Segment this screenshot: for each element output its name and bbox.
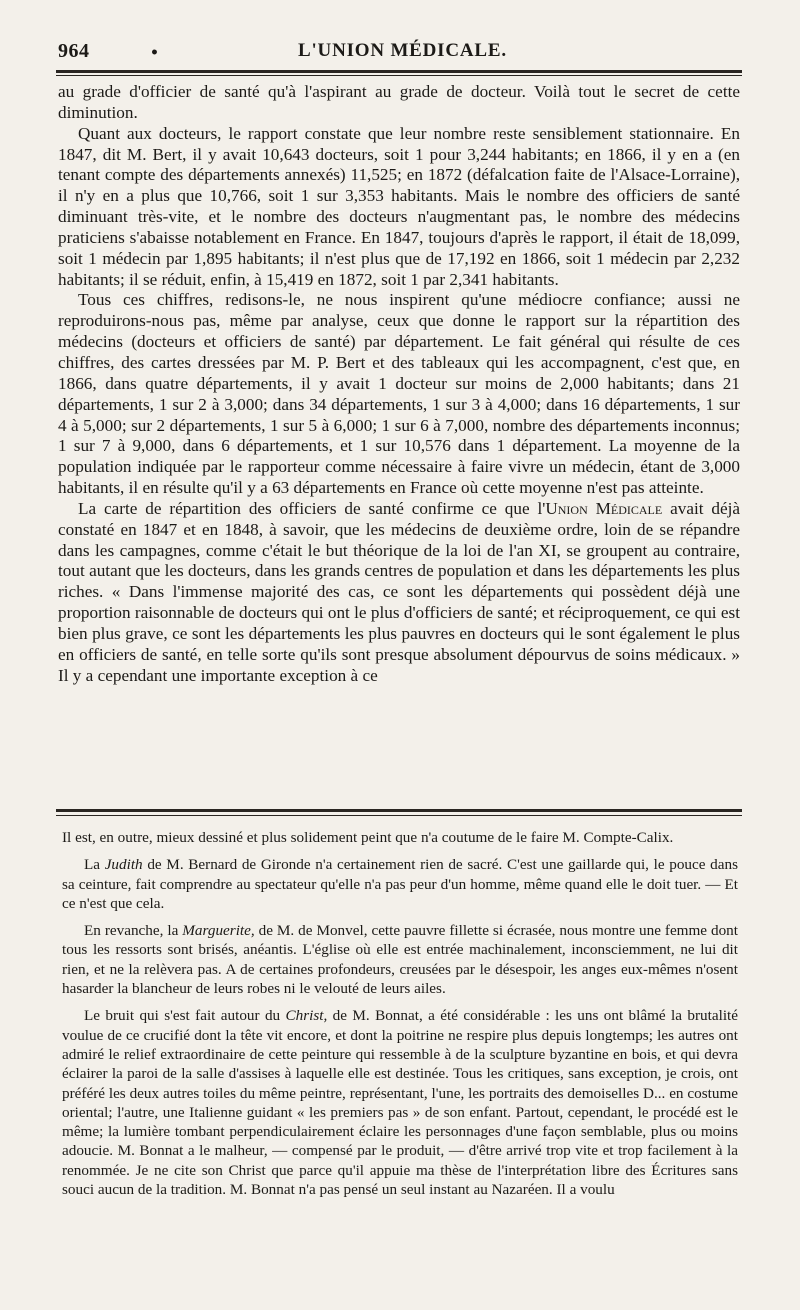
- page-header: [58, 36, 740, 68]
- feuilleton-paragraph-2: [62, 855, 738, 913]
- header-rule: [56, 70, 742, 73]
- feuilleton-p3-rest: de M. de Monvel, cette pauvre fillette si écrasée, nous montre une femme dont tous les ressorts sont brisés, anéantis. L'église où elle est entrée machinalement, inconsciemment, ne lui dit rien, et ne la relèvera pas. A de certaines profondeurs, creusées par le désespoir, les anges eux-mêmes n'osent hasarder la blancheur de leurs robes ni le velouté de leurs ailes.: [62, 922, 738, 998]
- artwork-title-christ: Christ,: [285, 1007, 328, 1025]
- paragraph-1: au grade d'officier de santé qu'à l'aspirant au grade de docteur. Voilà tout le secret de cette diminution.: [58, 82, 740, 122]
- feuilleton-text: [62, 828, 738, 1199]
- feuilleton-p4-rest: de M. Bonnat, a été considérable : les uns ont blâmé la brutalité voulue de ce crucifié dont la tête vit encore, et dont la poitrine ne respire plus depuis longtemps; les autres ont admiré le relief extraordinaire de cette peinture qui ressemble à de la sculpture byzantine en bois, et qui devra éclairer la paroi de la salle d'assises à laquelle elle est destinée. Tous les critiques, sans exception, je crois, ont préféré les deux autres toiles du même peintre, représentant, l'une, les portraits des demoiselles D... en costume oriental; l'autre, une Italienne guidant « les premiers pas » de son enfant. Partout, cependant, le procédé est le même; la lumière tombant perpendiculairement éclaire les personnages d'une façon semblable, plus ou moins adoucie. M. Bonnat a le malheur, — compensé par le produit, — d'être arrivé trop vite et trop facilement à la renommée. Je ne cite son Christ que parce qu'il appuie ma thèse de l'interprétation libre des Écritures sans souci aucun de la tradition. M. Bonnat n'a pas pensé un seul instant au Nazaréen. Il a voulu: [62, 1007, 738, 1199]
- feuilleton-rule-thin: [56, 815, 742, 816]
- feuilleton-p2-start: La: [84, 856, 105, 874]
- artwork-title-marguerite: Marguerite,: [182, 922, 255, 940]
- paragraph-4: [58, 499, 740, 687]
- feuilleton-paragraph-1: Il est, en outre, mieux dessiné et plus solidement peint que n'a coutume de le faire M. Compte-Calix.: [62, 829, 674, 846]
- page-number: 964: [58, 40, 90, 62]
- running-title: L'UNION MÉDICALE.: [298, 40, 507, 61]
- feuilleton-p2-rest: de M. Bernard de Gironde n'a certainement rien de sacré. C'est une gaillarde qui, le pouce dans sa ceinture, fait comprendre au spectateur qu'elle n'a pas peur d'un homme, même quand elle le doit tuer. — Et ce n'est que cela.: [62, 856, 738, 912]
- paragraph-4-start: La carte de répartition des officiers de santé confirme ce que l': [78, 498, 546, 518]
- main-article-text: [58, 82, 740, 686]
- feuilleton-p4-start: Le bruit qui s'est fait autour du: [84, 1007, 286, 1025]
- feuilleton-p3-start: En revanche, la: [84, 922, 183, 940]
- header-bullet: •: [150, 45, 159, 61]
- paragraph-3: Tous ces chiffres, redisons-le, ne nous inspirent qu'une médiocre confiance; aussi ne reproduirons-nous pas, même par analyse, ceux que donne le rapport sur la répartition des médecins (docteurs et officiers de santé) par département. Le fait général qui résulte de ces chiffres, des cartes dressées par M. P. Bert et des tableaux qui les accompagnent, c'est que, en 1866, dans quatre départements, il y avait 1 docteur sur moins de 2,000 habitants; dans 21 départements, 1 sur 2 à 3,000; dans 34 départements, 1 sur 3 à 4,000; dans 16 départements, 1 sur 4 à 5,000; sur 2 départements, 1 sur 5 à 6,000; 1 sur 6 à 7,000, nombre des départements inconnus; 1 sur 7 à 9,000, dans 6 départements, et 1 sur 10,576 dans 1 département. La moyenne de la population indiquée par le rapporteur comme nécessaire à faire vivre un médecin, étant de 3,000 habitants, il en résulte qu'il y a 63 départements en France où cette moyenne n'est pas atteinte.: [58, 290, 740, 498]
- paragraph-2: Quant aux docteurs, le rapport constate que leur nombre reste sensiblement stationnaire. En 1847, dit M. Bert, il y avait 10,643 docteurs, soit 1 pour 3,244 habitants; en 1866, il y en a (en tenant compte des départements annexés) 11,525; en 1872 (défalcation faite de l'Alsace-Lorraine), il n'y en a plus que 10,766, soit 1 sur 3,353 habitants. Mais le nombre des officiers de santé diminuant très-vite, et le nombre des docteurs n'augmentant pas, le nombre des médecins praticiens s'abaisse notablement en France. En 1847, toujours d'après le rapport, il était de 18,099, soit 1 médecin par 1,895 habitants; il n'est plus que de 17,192 en 1866, soit 1 médecin par 2,232 habitants; il se réduit, enfin, à 15,419 en 1872, soit 1 par 2,341 habitants.: [58, 123, 740, 289]
- feuilleton-rule: [56, 809, 742, 812]
- feuilleton-paragraph-3: [62, 921, 738, 998]
- artwork-title-judith: Judith: [104, 856, 143, 874]
- feuilleton-paragraph-4: [62, 1006, 738, 1199]
- journal-name: Union Médicale: [545, 498, 663, 518]
- header-rule-thin: [56, 75, 742, 76]
- paragraph-4-rest: avait déjà constaté en 1847 et en 1848, à savoir, que les médecins de deuxième ordre, loin de se répandre dans les campagnes, comme c'était le but théorique de la loi de l'an XI, se groupent au contraire, tout autant que les docteurs, dans les grands centres de population et dans les départements les plus riches. « Dans l'immense majorité des cas, ce sont les départements qui possèdent déjà une proportion raisonnable de docteurs qui ont le plus d'officiers de santé; et réciproquement, ce qui est bien plus grave, ce sont les départements les plus pauvres en docteurs qui le sont également le plus en officiers de santé, en telle sorte qu'ils sont presque absolument dépourvus de soins médicaux. » Il y a cependant une importante exception à ce: [58, 498, 740, 685]
